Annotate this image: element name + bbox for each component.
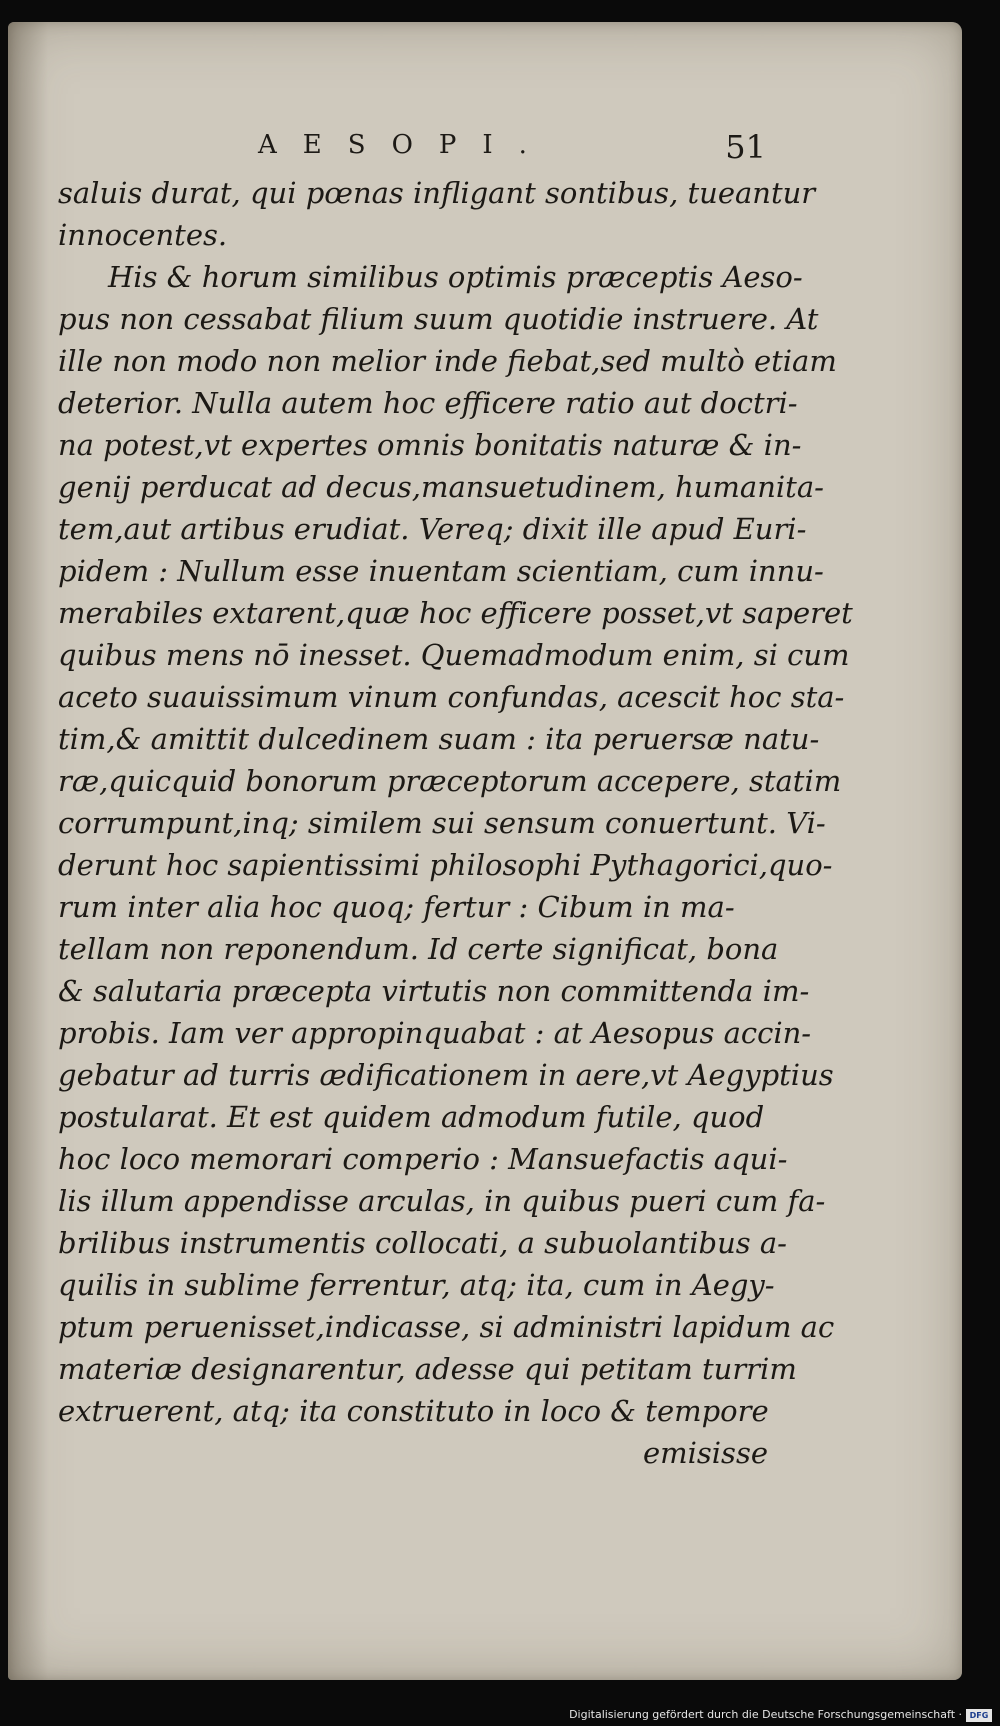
- book-page: [8, 22, 962, 1680]
- text-line: aceto suauissimum vinum confundas, acescit hoc sta-: [58, 680, 845, 714]
- text-line: quibus mens nō inesset. Quemadmodum enim, si cum: [58, 638, 850, 672]
- text-line: gebatur ad turris ædificationem in aere,vt Aegyptius: [58, 1058, 834, 1092]
- text-line: postularat. Et est quidem admodum futile, quod: [58, 1100, 765, 1134]
- text-line: brilibus instrumentis collocati, a subuolantibus a-: [58, 1226, 787, 1260]
- text-line: lis illum appendisse arculas, in quibus pueri cum fa-: [58, 1184, 826, 1218]
- running-title: AESOPI.: [258, 130, 553, 160]
- text-line: tem,aut artibus erudiat. Vereq; dixit ille apud Euri-: [58, 512, 807, 546]
- text-line: innocentes.: [58, 218, 228, 252]
- text-line: His & horum similibus optimis præceptis Aeso-: [108, 260, 803, 294]
- text-line: genij perducat ad decus,mansuetudinem, humanita-: [58, 470, 824, 504]
- text-line: probis. Iam ver appropinquabat : at Aesopus accin-: [58, 1016, 812, 1050]
- text-line: na potest,vt expertes omnis bonitatis naturæ & in-: [58, 428, 802, 462]
- catchword: emisisse: [642, 1436, 768, 1470]
- text-line: materiæ designarentur, adesse qui petitam turrim: [58, 1352, 797, 1386]
- text-line: tellam non reponendum. Id certe significat, bona: [58, 932, 779, 966]
- text-line: extruerent, atq; ita constituto in loco & tempore: [58, 1394, 769, 1428]
- text-line: ræ,quicquid bonorum præceptorum accepere, statim: [58, 764, 842, 798]
- body-text: [58, 172, 853, 1474]
- running-head: [58, 130, 766, 170]
- page-number: 51: [725, 128, 766, 166]
- text-line: merabiles extarent,quæ hoc efficere posset,vt saperet: [58, 596, 853, 630]
- text-line: tim,& amittit dulcedinem suam : ita peruersæ natu-: [58, 722, 820, 756]
- text-line: rum inter alia hoc quoq; fertur : Cibum in ma-: [58, 890, 735, 924]
- text-line: hoc loco memorari comperio : Mansuefactis aqui-: [58, 1142, 788, 1176]
- dfg-logo-icon: DFG: [966, 1709, 992, 1722]
- text-line: saluis durat, qui pœnas infligant sontibus, tueantur: [58, 176, 816, 210]
- text-line: corrumpunt,inq; similem sui sensum conuertunt. Vi-: [58, 806, 826, 840]
- digitization-credit: Digitalisierung gefördert durch die Deutsche Forschungsgemeinschaft ·: [569, 1708, 962, 1721]
- text-line: pidem : Nullum esse inuentam scientiam, cum innu-: [58, 554, 824, 588]
- text-line: quilis in sublime ferrentur, atq; ita, cum in Aegy-: [58, 1268, 775, 1302]
- text-line: & salutaria præcepta virtutis non committenda im-: [58, 974, 810, 1008]
- text-line: ptum peruenisset,indicasse, si administri lapidum ac: [58, 1310, 835, 1344]
- text-line: derunt hoc sapientissimi philosophi Pythagorici,quo-: [58, 848, 833, 882]
- text-line: deterior. Nulla autem hoc efficere ratio aut doctri-: [58, 386, 798, 420]
- text-line: pus non cessabat filium suum quotidie instruere. At: [58, 302, 819, 336]
- footer-bar: [0, 1704, 1000, 1726]
- text-line: ille non modo non melior inde fiebat,sed multò etiam: [58, 344, 837, 378]
